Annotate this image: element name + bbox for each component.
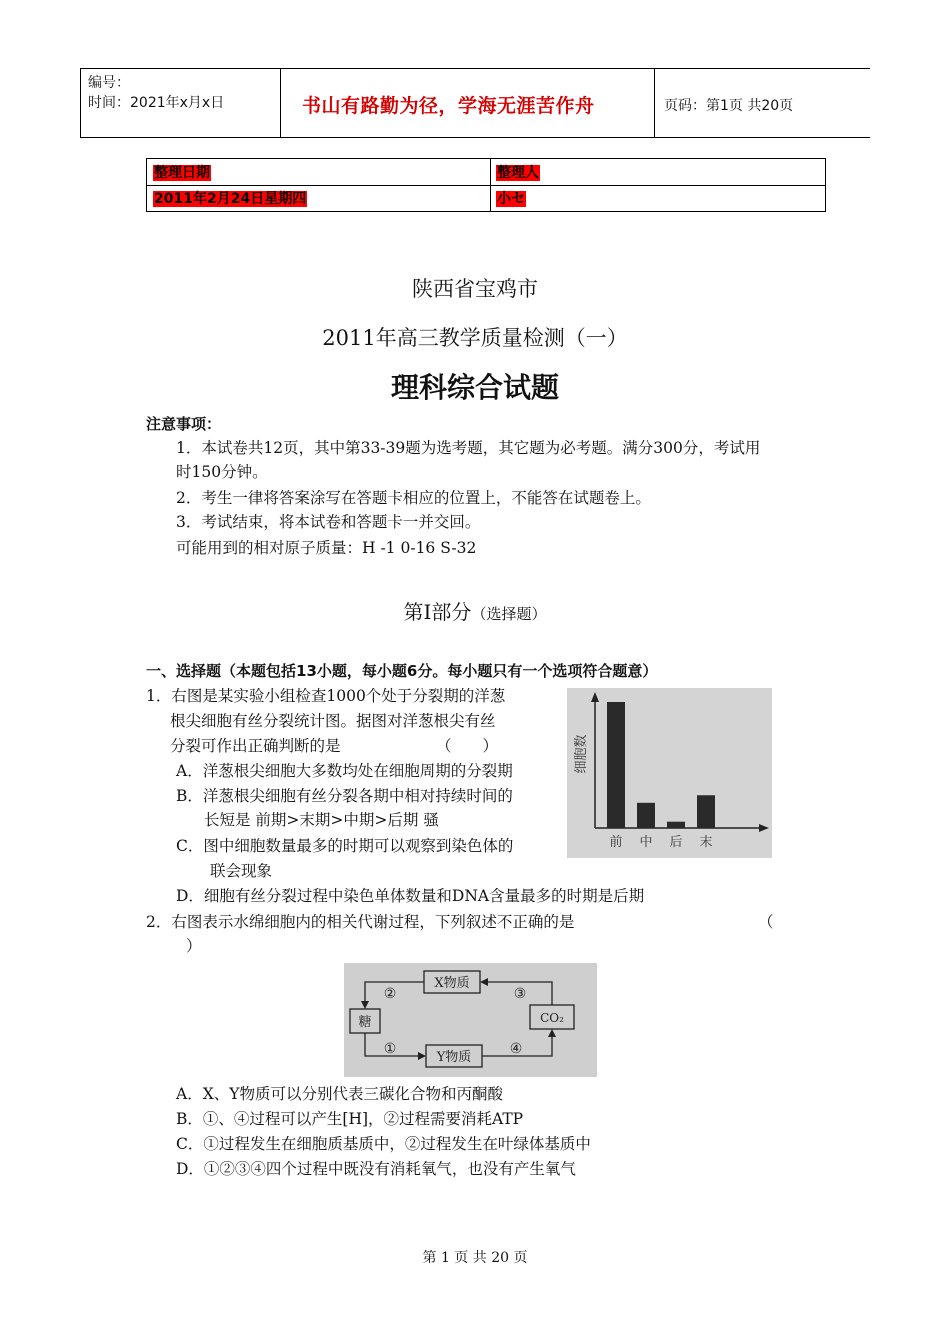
note-item-1b: 时150分钟。 <box>176 463 268 481</box>
y-label: Y物质 <box>436 1050 472 1065</box>
x-tick-label-1: 中 <box>639 835 653 850</box>
q2-option-c: C．①过程发生在细胞质基质中，②过程发生在叶绿体基质中 <box>176 1135 591 1153</box>
note-item-3: 3．考试结束，将本试卷和答题卡一并交回。 <box>176 513 481 531</box>
x-tick-label-2: 后 <box>669 835 683 850</box>
step-2-label: ② <box>383 986 397 1002</box>
y-axis-arrow <box>591 692 599 702</box>
q2-stem: 2．右图表示水绵细胞内的相关代谢过程，下列叙述不正确的是 <box>146 913 575 931</box>
q1-option-c1: C．图中细胞数量最多的时期可以观察到染色体的 <box>176 837 514 855</box>
bar-3 <box>697 795 715 828</box>
info-person-value: 小セ <box>497 191 525 207</box>
sugar-label: 糖 <box>358 1015 372 1030</box>
note-item-4: 可能用到的相对原子质量：H -1 0-16 S-32 <box>176 539 477 557</box>
x-axis-arrow <box>759 824 769 832</box>
q1-line3: 分裂可作出正确判断的是 <box>170 737 341 755</box>
title-exam: 2011年高三教学质量检测（一） <box>322 326 628 350</box>
step-4-label: ④ <box>509 1041 523 1057</box>
q2-option-a: A．X、Y物质可以分别代表三碳化合物和丙酮酸 <box>176 1085 503 1103</box>
note-item-1a: 1．本试卷共12页，其中第33-39题为选考题，其它题为必考题。满分300分，考试用 <box>176 439 761 457</box>
info-table <box>146 158 826 212</box>
bar-1 <box>637 803 655 828</box>
info-date-header: 整理日期 <box>154 165 210 181</box>
number-label: 编号： <box>88 75 130 91</box>
x-tick-label-3: 末 <box>699 835 713 850</box>
info-person-header: 整理人 <box>497 165 539 181</box>
title-subject: 理科综合试题 <box>390 371 559 404</box>
header-motto: 书山有路勤为径，学海无涯苦作舟 <box>302 95 595 117</box>
q2-option-b: B．①、④过程可以产生[H]，②过程需要消耗ATP <box>176 1110 524 1128</box>
page-header <box>80 68 870 138</box>
q2-option-d: D．①②③④四个过程中既没有消耗氧气，也没有产生氧气 <box>176 1160 576 1178</box>
q1-option-b2: 长短是 前期>末期>中期>后期 骚 <box>204 811 439 829</box>
q1-option-d: D．细胞有丝分裂过程中染色单体数量和DNA含量最多的时期是后期 <box>176 887 645 905</box>
page-footer: 第 1 页 共 20 页 <box>422 1250 528 1266</box>
x-label: X物质 <box>434 976 470 991</box>
q1-option-c2: 联会现象 <box>210 862 273 880</box>
info-table-value-row <box>147 185 825 211</box>
diagram-svg <box>344 963 597 1077</box>
arrow-2-head <box>361 1001 369 1009</box>
bar-2 <box>667 822 685 828</box>
notes-title: 注意事项： <box>146 415 222 433</box>
step-1-label: ① <box>383 1041 397 1057</box>
step-3-label: ③ <box>513 986 527 1002</box>
part1-subtitle: （选择题） <box>471 605 547 623</box>
q1-line2: 根尖细胞有丝分裂统计图。据图对洋葱根尖有丝 <box>170 712 496 730</box>
note-item-2: 2．考生一律将答案涂写在答题卡相应的位置上，不能答在试题卷上。 <box>176 489 651 507</box>
metabolism-diagram <box>344 963 597 1077</box>
x-tick-label-0: 前 <box>609 835 623 850</box>
section1-title: 一、选择题（本题包括13小题，每小题6分。每小题只有一个选项符合题意） <box>146 662 658 680</box>
q1-option-a: A．洋葱根尖细胞大多数均处在细胞周期的分裂期 <box>176 762 513 780</box>
q1-line1: 1．右图是某实验小组检查1000个处于分裂期的洋葱 <box>146 687 506 705</box>
time-label: 时间：2021年x月x日 <box>88 95 225 111</box>
q1-option-b1: B．洋葱根尖细胞有丝分裂各期中相对持续时间的 <box>176 787 513 805</box>
part1-title: 第Ⅰ部分 <box>403 600 472 624</box>
info-date-value: 2011年2月24日星期四 <box>154 191 307 207</box>
q2-paren-open: （ <box>758 913 774 931</box>
arrow-3-head <box>480 978 488 986</box>
arrow-4-head <box>548 1029 556 1037</box>
info-table-header-row <box>147 159 825 186</box>
title-region: 陕西省宝鸡市 <box>412 277 538 301</box>
chart-ylabel: 细胞数 <box>574 734 589 774</box>
part1-heading <box>0 596 950 625</box>
q1-answer-paren: （ ） <box>436 737 499 755</box>
co2-label: CO₂ <box>540 1011 564 1025</box>
header-meta <box>88 73 224 113</box>
q2-paren-close: ） <box>186 937 202 955</box>
chart-svg <box>567 688 772 858</box>
cell-count-chart <box>567 688 772 858</box>
header-page-info: 页码：第1页 共20页 <box>664 98 794 114</box>
bar-0 <box>607 702 625 828</box>
arrow-1-head <box>418 1052 426 1060</box>
